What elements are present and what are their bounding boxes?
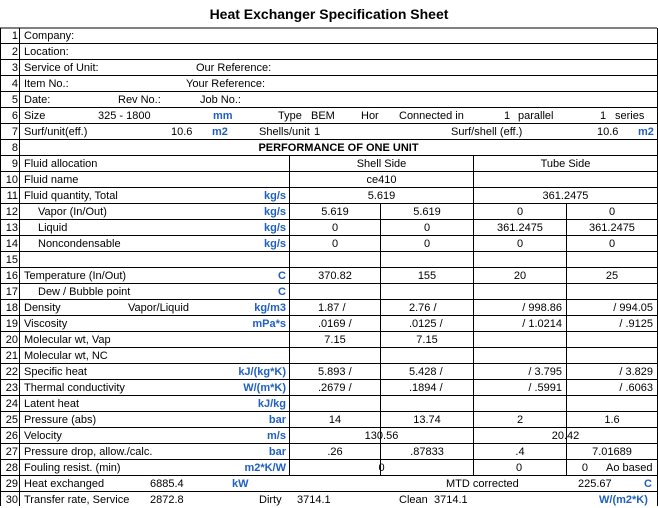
row-number: 6 [11,110,18,122]
value-cell: 2 [516,414,524,426]
row-label: Noncondensable [38,238,121,250]
value-cell: 361.2475 [497,222,543,234]
fluid-quantity-unit: kg/s [263,190,286,202]
surf-shell-value: 10.6 [597,126,619,138]
value-cell: .26 [327,446,343,458]
row-label: Density [24,302,61,314]
shell-side-header: Shell Side [356,158,407,170]
value-cell: .4 [515,446,525,458]
row-number: 22 [5,366,18,378]
size-value: 325 - 1800 [98,110,151,122]
surf-shell-unit: m2 [638,126,654,138]
tube-velocity: 20.42 [551,430,580,442]
orientation-value: Hor [361,110,379,122]
unit-label: C [278,286,286,298]
value-cell: 155 [417,270,437,282]
row-number: 12 [5,206,18,218]
row-number: 19 [5,318,18,330]
row-number: 13 [5,222,18,234]
row-number: 29 [5,478,18,490]
date-label: Date: [24,94,51,106]
value-cell: / 1.0214 [522,318,562,330]
surf-unit-unit: m2 [212,126,228,138]
parallel-label: parallel [518,110,554,122]
value-cell: 14 [328,414,342,426]
performance-heading: PERFORMANCE OF ONE UNIT [258,142,419,154]
value-cell: 0 [516,206,524,218]
surf-shell-label: Surf/shell (eff.) [451,126,523,138]
row-label: Molecular wt, Vap [24,334,111,346]
unit-label: W/(m*K) [243,382,286,394]
unit-label: bar [268,414,286,426]
value-cell: .2679 / [318,382,352,394]
value-cell: 0 [516,238,524,250]
row-number: 23 [5,382,18,394]
value-cell: / .5991 [528,382,562,394]
row-number: 21 [5,350,18,362]
tube-fouling-a: 0 [515,462,523,474]
location-label: Location: [24,46,69,58]
mtd-label: MTD corrected [446,478,519,490]
shells-unit-value: 1 [314,126,321,138]
value-cell: 361.2475 [589,222,635,234]
job-no-label: Job No.: [200,94,241,106]
unit-label: bar [268,446,286,458]
unit-label: m2*K/W [244,462,286,474]
fluid-name-label: Fluid name [24,174,79,186]
unit-label: C [278,270,286,282]
value-cell: / 3.795 [528,366,562,378]
size-label: Size [24,110,46,122]
value-cell: 25 [605,270,619,282]
mtd-value: 225.67 [578,478,612,490]
density-sub-label: Vapor/Liquid [128,302,189,314]
unit-label: mPa*s [252,318,286,330]
row-number: 16 [5,270,18,282]
value-cell: .1894 / [409,382,443,394]
value-cell: 20 [513,270,527,282]
unit-label: kJ/kg [257,398,286,410]
value-cell: 5.619 [321,206,349,218]
value-cell: / 3.829 [619,366,653,378]
value-cell: / 994.05 [613,302,653,314]
shell-fouling: 0 [378,462,385,474]
row-number: 5 [11,94,18,106]
row-number: 14 [5,238,18,250]
transfer-rate-value: 2872.8 [150,494,184,506]
surf-unit-label: Surf/unit(eff.) [24,126,88,138]
clean-label: Clean [399,494,428,506]
item-no-label: Item No.: [24,78,69,90]
row-number: 24 [5,398,18,410]
connected-label: Connected in [399,110,464,122]
unit-label: kg/m3 [254,302,286,314]
your-reference-label: Your Reference: [186,78,266,90]
value-cell: .87833 [410,446,444,458]
clean-value: 3714.1 [434,494,468,506]
unit-label: kg/s [263,238,286,250]
unit-label: kJ/(kg*K) [238,366,286,378]
value-cell: 0 [608,206,616,218]
value-cell: 5.893 / [318,366,352,378]
unit-label: m/s [267,430,286,442]
value-cell: .0169 / [318,318,352,330]
row-label: Velocity [24,430,62,442]
value-cell: / .6063 [619,382,653,394]
row-label: Thermal conductivity [24,382,125,394]
value-cell: 1.6 [604,414,620,426]
row-label: Temperature (In/Out) [24,270,127,282]
series-label: series [615,110,645,122]
heat-exchanged-value: 6885.4 [150,478,184,490]
row-label: Dew / Bubble point [38,286,131,298]
value-cell: 7.01689 [592,446,632,458]
value-cell: 13.74 [413,414,441,426]
parallel-count: 1 [504,110,511,122]
row-number: 10 [5,174,18,186]
row-number: 7 [11,126,18,138]
mtd-unit: C [644,478,652,490]
row-label: Pressure (abs) [24,414,97,426]
company-label: Company: [24,30,75,42]
row-label: Latent heat [24,398,80,410]
tube-fouling-b: 0 [581,462,588,474]
row-label: Vapor (In/Out) [38,206,107,218]
value-cell: 0 [331,238,339,250]
row-number: 3 [11,62,18,74]
value-cell: 370.82 [318,270,352,282]
size-unit: mm [213,110,233,122]
unit-label: kg/s [263,206,286,218]
transfer-rate-label: Transfer rate, Service [24,494,130,506]
type-label: Type [278,110,302,122]
row-number: 4 [11,78,18,90]
rev-no-label: Rev No.: [118,94,161,106]
row-number: 11 [6,190,18,202]
shell-fluid-quantity: 5.619 [367,190,396,202]
row-number: 2 [11,46,18,58]
shell-fluid-name: ce410 [366,174,397,186]
row-number: 9 [11,158,18,170]
row-number: 1 [11,30,18,42]
row-label: Fouling resist. (min) [24,462,121,474]
row-label: Pressure drop, allow./calc. [24,446,153,458]
row-number: 30 [5,494,18,506]
value-cell: 1.87 / [318,302,346,314]
value-cell: 0 [423,222,431,234]
row-number: 8 [11,142,18,154]
shell-velocity: 130.56 [364,430,399,442]
surf-unit-value: 10.6 [171,126,193,138]
row-number: 26 [5,430,18,442]
value-cell: 5.428 / [409,366,443,378]
sheet-title: Heat Exchanger Specification Sheet [209,6,449,22]
fluid-quantity-label: Fluid quantity, Total [24,190,118,202]
transfer-rate-unit: W/(m2*K) [599,494,648,506]
fluid-allocation-label: Fluid allocation [24,158,98,170]
value-cell: 0 [331,222,339,234]
dirty-value: 3714.1 [297,494,331,506]
tube-fluid-quantity: 361.2475 [542,190,589,202]
value-cell: 7.15 [324,334,346,346]
row-number: 18 [5,302,18,314]
row-number: 28 [5,462,18,474]
value-cell: / 998.86 [522,302,562,314]
heat-exchanged-label: Heat exchanged [24,478,105,490]
type-value: BEM [311,110,335,122]
value-cell: 5.619 [413,206,441,218]
tube-side-header: Tube Side [540,158,591,170]
row-label: Molecular wt, NC [24,350,108,362]
value-cell: / .9125 [619,318,653,330]
row-number: 25 [5,414,18,426]
shells-unit-label: Shells/unit [259,126,310,138]
row-number: 27 [5,446,18,458]
row-label: Liquid [38,222,68,234]
our-reference-label: Our Reference: [196,62,272,74]
value-cell: 2.76 / [409,302,437,314]
row-label: Viscosity [24,318,68,330]
heat-exchanged-unit: kW [232,478,249,490]
value-cell: .0125 / [409,318,443,330]
row-label: Specific heat [24,366,87,378]
value-cell: 0 [608,238,616,250]
dirty-label: Dirty [259,494,282,506]
value-cell: 0 [423,238,431,250]
row-number: 15 [5,254,18,266]
service-label: Service of Unit: [24,62,99,74]
row-number: 20 [5,334,18,346]
value-cell: 7.15 [416,334,438,346]
ao-based-note: Ao based [606,462,653,474]
series-count: 1 [600,110,607,122]
row-number: 17 [5,286,18,298]
unit-label: kg/s [263,222,286,234]
